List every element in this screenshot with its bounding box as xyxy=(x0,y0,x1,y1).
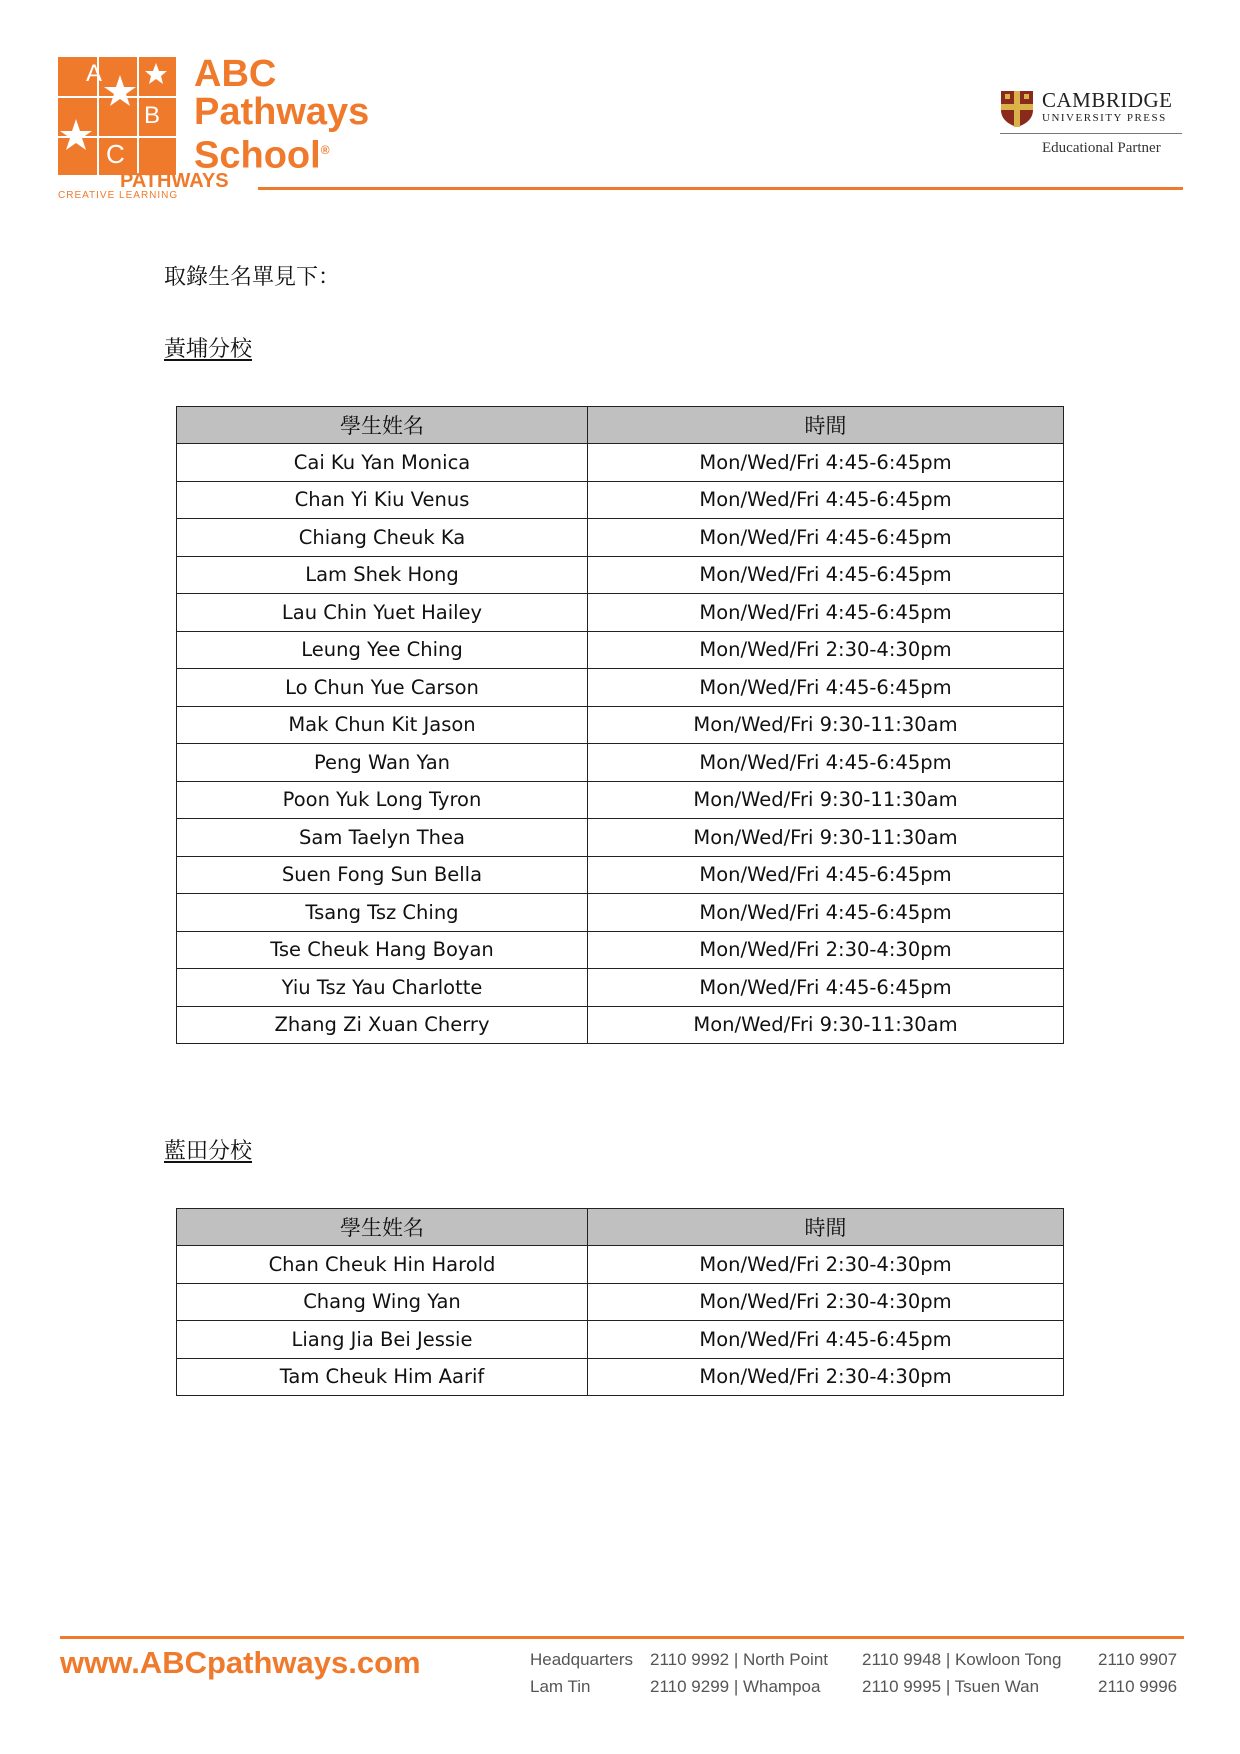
table-row xyxy=(177,631,1064,669)
time-cell: Mon/Wed/Fri 9:30-11:30am xyxy=(588,819,1064,857)
student-name-cell: Chan Cheuk Hin Harold xyxy=(177,1246,588,1284)
time-cell: Mon/Wed/Fri 2:30-4:30pm xyxy=(588,931,1064,969)
intro-text: 取錄生名單見下： xyxy=(164,265,341,290)
time-cell: Mon/Wed/Fri 4:45-6:45pm xyxy=(588,744,1064,782)
student-name-cell: Cai Ku Yan Monica xyxy=(177,444,588,482)
school-name xyxy=(194,55,369,175)
enrolment-table-lam-tin xyxy=(176,1208,1064,1396)
student-name-cell: Leung Yee Ching xyxy=(177,631,588,669)
student-name-cell: Mak Chun Kit Jason xyxy=(177,706,588,744)
table-row xyxy=(177,706,1064,744)
table-row xyxy=(177,969,1064,1007)
student-name-cell: Yiu Tsz Yau Charlotte xyxy=(177,969,588,1007)
time-cell: Mon/Wed/Fri 4:45-6:45pm xyxy=(588,969,1064,1007)
logo-pathways-text: PATHWAYS xyxy=(120,170,229,192)
table-row xyxy=(177,481,1064,519)
cambridge-partner-logo xyxy=(1000,88,1182,158)
table-row xyxy=(177,1321,1064,1359)
logo-tagline: CREATIVE LEARNING xyxy=(58,190,179,201)
cambridge-shield-icon xyxy=(1000,90,1034,128)
footer-line: 2110 9995 | Tsuen Wan xyxy=(862,1677,1040,1696)
table-row xyxy=(177,931,1064,969)
cambridge-title: CAMBRIDGE xyxy=(1042,88,1173,112)
footer-line: 2110 9907 xyxy=(1098,1650,1178,1669)
educational-partner-label: Educational Partner xyxy=(1042,140,1161,156)
logo-letter-a: A xyxy=(86,60,103,87)
time-cell: Mon/Wed/Fri 4:45-6:45pm xyxy=(588,856,1064,894)
table-row xyxy=(177,781,1064,819)
table-row xyxy=(177,1246,1064,1284)
time-cell: Mon/Wed/Fri 4:45-6:45pm xyxy=(588,519,1064,557)
branch-title-lam-tin: 藍田分校 xyxy=(164,1139,253,1164)
table-row xyxy=(177,669,1064,707)
table-row xyxy=(177,556,1064,594)
table-row xyxy=(177,856,1064,894)
table-row xyxy=(177,519,1064,557)
table-row xyxy=(177,819,1064,857)
time-cell: Mon/Wed/Fri 2:30-4:30pm xyxy=(588,1283,1064,1321)
time-cell: Mon/Wed/Fri 2:30-4:30pm xyxy=(588,1246,1064,1284)
student-name-cell: Lau Chin Yuet Hailey xyxy=(177,594,588,632)
student-name-cell: Chan Yi Kiu Venus xyxy=(177,481,588,519)
header-divider xyxy=(258,187,1183,190)
school-name-line-3: School xyxy=(194,134,321,177)
table-row xyxy=(177,444,1064,482)
student-name-cell: Chiang Cheuk Ka xyxy=(177,519,588,557)
time-cell: Mon/Wed/Fri 4:45-6:45pm xyxy=(588,1321,1064,1359)
footer-line: 2110 9299 | Whampoa xyxy=(650,1677,821,1696)
registered-mark: ® xyxy=(320,143,330,157)
column-header-time: 時間 xyxy=(588,407,1064,444)
student-name-cell: Zhang Zi Xuan Cherry xyxy=(177,1006,588,1044)
time-cell: Mon/Wed/Fri 9:30-11:30am xyxy=(588,1006,1064,1044)
student-name-cell: Lam Shek Hong xyxy=(177,556,588,594)
cambridge-press: UNIVERSITY PRESS xyxy=(1042,112,1167,124)
footer-line: 2110 9996 xyxy=(1098,1677,1178,1696)
time-cell: Mon/Wed/Fri 4:45-6:45pm xyxy=(588,481,1064,519)
table-header-row xyxy=(177,407,1064,444)
student-name-cell: Liang Jia Bei Jessie xyxy=(177,1321,588,1359)
abc-logo-mark-icon xyxy=(58,57,176,175)
time-cell: Mon/Wed/Fri 4:45-6:45pm xyxy=(588,669,1064,707)
time-cell: Mon/Wed/Fri 4:45-6:45pm xyxy=(588,444,1064,482)
website-link[interactable]: www.ABCpathways.com xyxy=(60,1645,421,1680)
table-row xyxy=(177,1006,1064,1044)
time-cell: Mon/Wed/Fri 9:30-11:30am xyxy=(588,781,1064,819)
student-name-cell: Tam Cheuk Him Aarif xyxy=(177,1358,588,1396)
table-row xyxy=(177,894,1064,932)
time-cell: Mon/Wed/Fri 2:30-4:30pm xyxy=(588,631,1064,669)
footer-line: Lam Tin xyxy=(530,1677,591,1696)
time-cell: Mon/Wed/Fri 9:30-11:30am xyxy=(588,706,1064,744)
footer-column-1 xyxy=(530,1646,633,1700)
table-row xyxy=(177,594,1064,632)
logo-letter-c: C xyxy=(106,139,125,169)
column-header-time: 時間 xyxy=(588,1209,1064,1246)
student-name-cell: Tsang Tsz Ching xyxy=(177,894,588,932)
footer-line: 2110 9948 | Kowloon Tong xyxy=(862,1650,1062,1669)
student-name-cell: Poon Yuk Long Tyron xyxy=(177,781,588,819)
student-name-cell: Chang Wing Yan xyxy=(177,1283,588,1321)
school-logo xyxy=(58,55,398,205)
student-name-cell: Sam Taelyn Thea xyxy=(177,819,588,857)
table-row xyxy=(177,1358,1064,1396)
column-header-student-name: 學生姓名 xyxy=(177,1209,588,1246)
footer-line: 2110 9992 | North Point xyxy=(650,1650,829,1669)
time-cell: Mon/Wed/Fri 4:45-6:45pm xyxy=(588,594,1064,632)
cambridge-divider xyxy=(1000,133,1182,134)
footer-column-3 xyxy=(862,1646,1061,1700)
time-cell: Mon/Wed/Fri 4:45-6:45pm xyxy=(588,556,1064,594)
footer-divider xyxy=(60,1636,1184,1639)
student-name-cell: Suen Fong Sun Bella xyxy=(177,856,588,894)
table-header-row xyxy=(177,1209,1064,1246)
column-header-student-name: 學生姓名 xyxy=(177,407,588,444)
branch-title-whampoa: 黃埔分校 xyxy=(164,337,253,362)
school-name-line-1: ABC xyxy=(194,53,277,95)
table-row xyxy=(177,1283,1064,1321)
footer-line: Headquarters xyxy=(530,1650,634,1669)
footer-column-4 xyxy=(1098,1646,1177,1700)
time-cell: Mon/Wed/Fri 2:30-4:30pm xyxy=(588,1358,1064,1396)
table-row xyxy=(177,744,1064,782)
logo-letter-b: B xyxy=(144,102,161,129)
school-name-line-2: Pathways xyxy=(194,91,370,133)
time-cell: Mon/Wed/Fri 4:45-6:45pm xyxy=(588,894,1064,932)
student-name-cell: Lo Chun Yue Carson xyxy=(177,669,588,707)
student-name-cell: Tse Cheuk Hang Boyan xyxy=(177,931,588,969)
enrolment-table-whampoa xyxy=(176,406,1064,1044)
footer-column-2 xyxy=(650,1646,828,1700)
student-name-cell: Peng Wan Yan xyxy=(177,744,588,782)
